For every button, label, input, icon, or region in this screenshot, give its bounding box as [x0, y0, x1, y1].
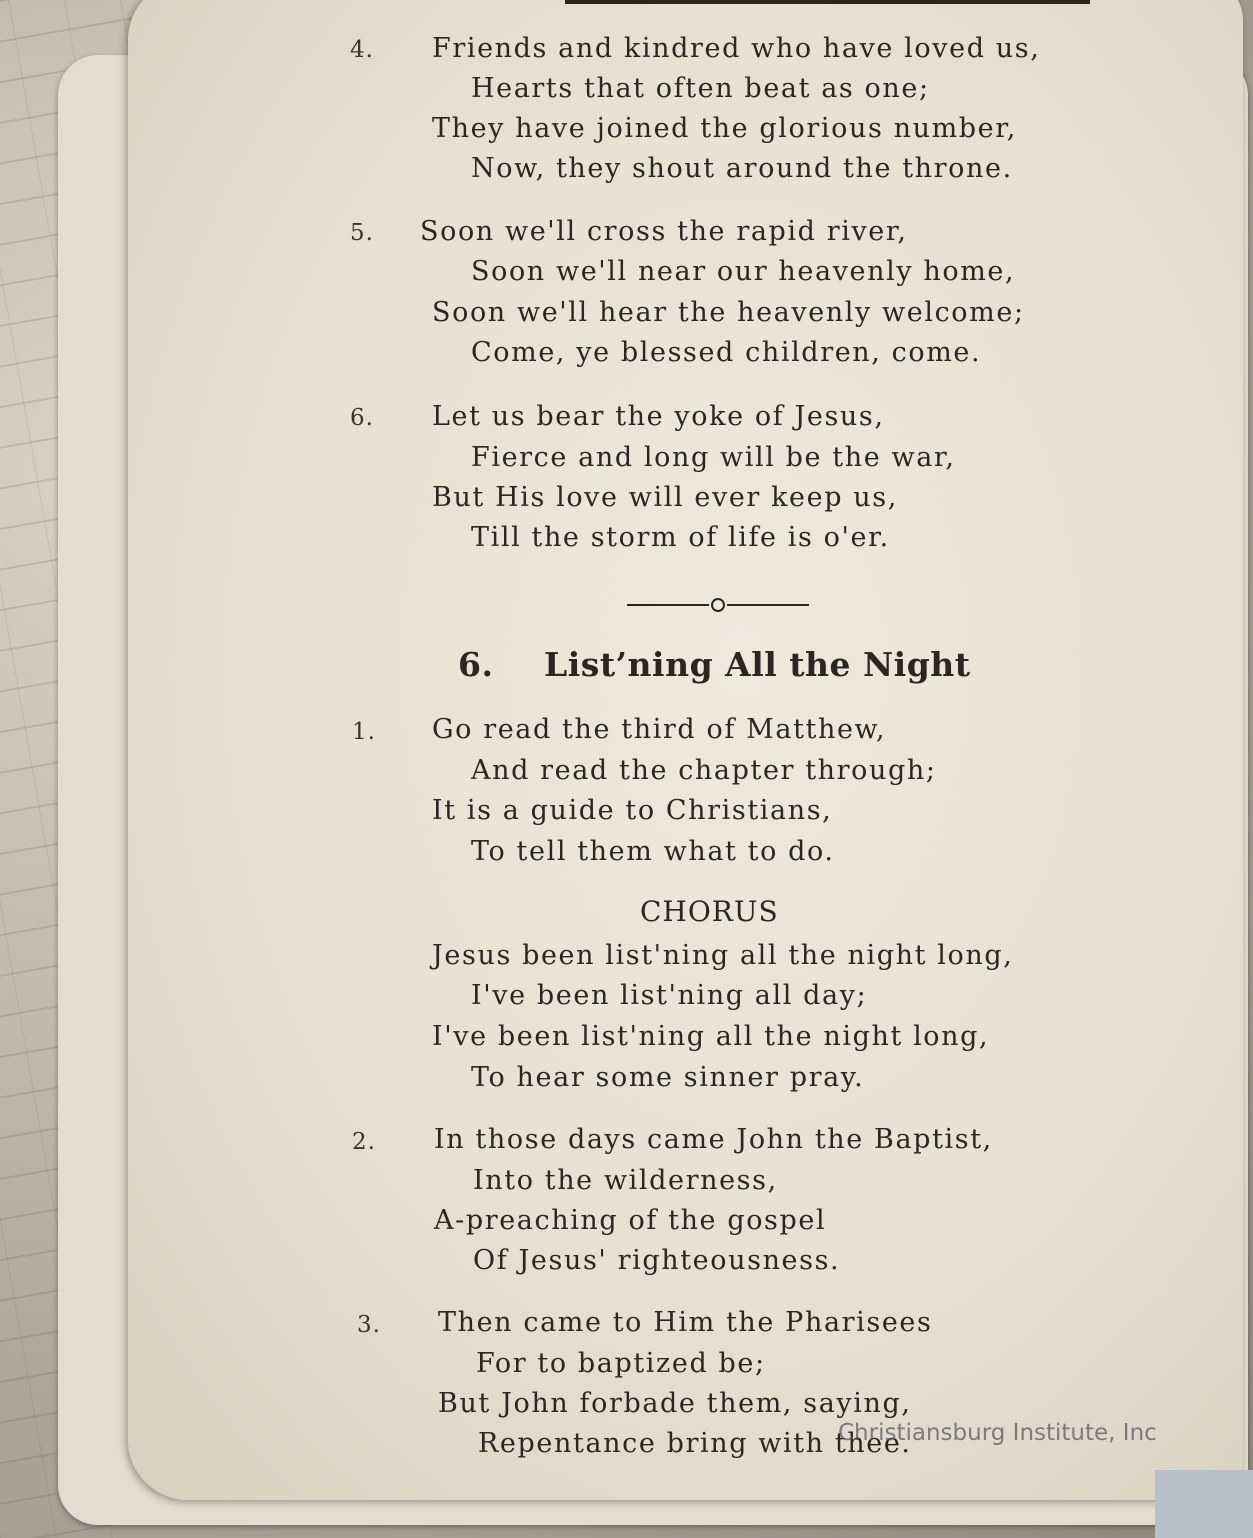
- lyric-line: Of Jesus' righteousness.: [473, 1245, 841, 1276]
- lyric-line: But His love will ever keep us,: [432, 482, 898, 513]
- lyric-line: A-preaching of the gospel: [434, 1205, 827, 1236]
- verse-number: 3.: [357, 1312, 381, 1338]
- lyric-line: For to baptized be;: [476, 1348, 766, 1379]
- lyric-line: It is a guide to Christians,: [432, 795, 833, 826]
- lyric-line: Fierce and long will be the war,: [471, 442, 956, 473]
- lyric-line: Soon we'll cross the rapid river,: [420, 216, 908, 247]
- lyric-line: Now, they shout around the throne.: [471, 153, 1013, 184]
- chorus-line: I've been list'ning all the night long,: [432, 1021, 990, 1052]
- lyric-line: Come, ye blessed children, come.: [471, 337, 982, 368]
- page-corner: [1155, 1470, 1253, 1538]
- chorus-heading: CHORUS: [640, 895, 779, 928]
- stanza-number: 6.: [350, 405, 374, 431]
- hymn-title-text: List’ning All the Night: [544, 645, 971, 684]
- lyric-line: Repentance bring with thee.: [478, 1428, 912, 1459]
- verse-number: 1.: [352, 719, 376, 745]
- lyric-line: Soon we'll hear the heavenly welcome;: [432, 297, 1025, 328]
- hymn-number: 6.: [458, 645, 494, 684]
- hymn-title: [458, 645, 971, 684]
- lyric-line: Hearts that often beat as one;: [471, 73, 930, 104]
- lyric-line: And read the chapter through;: [471, 755, 937, 786]
- chorus-line: I've been list'ning all day;: [471, 980, 868, 1011]
- lyric-line: Soon we'll near our heavenly home,: [471, 256, 1016, 287]
- lyric-line: To tell them what to do.: [471, 836, 835, 867]
- lyric-line: Till the storm of life is o'er.: [471, 522, 890, 553]
- chorus-line: Jesus been list'ning all the night long,: [432, 940, 1014, 971]
- ornament-divider: [627, 596, 809, 614]
- verse-number: 2.: [352, 1129, 376, 1155]
- stanza-number: 5.: [350, 220, 374, 246]
- lyric-line: Let us bear the yoke of Jesus,: [432, 401, 885, 432]
- chorus-line: To hear some sinner pray.: [471, 1062, 865, 1093]
- lyric-line: Go read the third of Matthew,: [432, 714, 887, 745]
- lyric-line: Then came to Him the Pharisees: [438, 1307, 933, 1338]
- watermark: Christiansburg Institute, Inc: [838, 1420, 1157, 1446]
- lyric-line: But John forbade them, saying,: [438, 1388, 912, 1419]
- stanza-number: 4.: [350, 37, 374, 63]
- lyric-line: They have joined the glorious number,: [432, 113, 1017, 144]
- lyric-line: Into the wilderness,: [473, 1165, 778, 1196]
- lyric-line: Friends and kindred who have loved us,: [432, 33, 1041, 64]
- lyric-line: In those days came John the Baptist,: [434, 1124, 993, 1155]
